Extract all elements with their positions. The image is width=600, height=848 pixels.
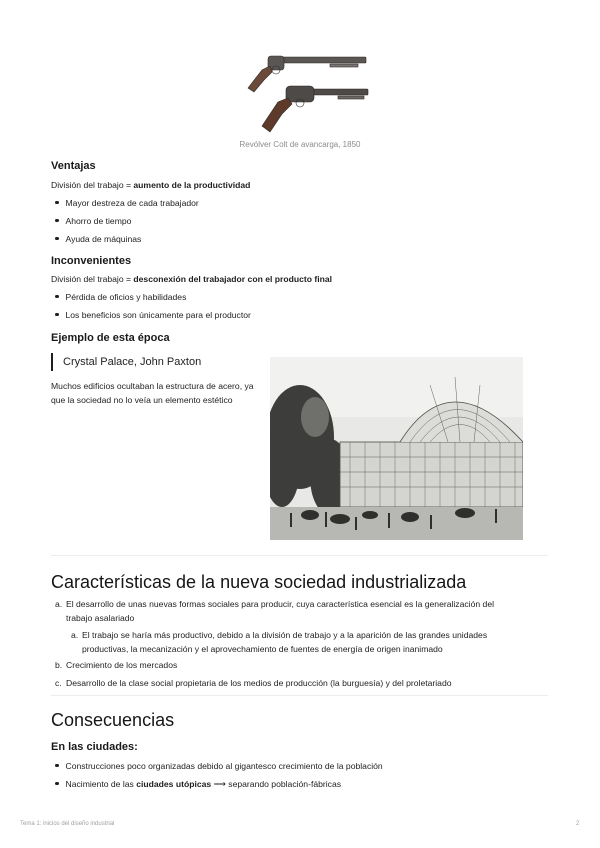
bullet-dot — [55, 782, 59, 786]
inconvenientes-intro-bold: desconexión del trabajador con el producto final — [133, 274, 333, 284]
list-item — [55, 234, 141, 244]
bullet-dot — [55, 295, 59, 299]
list-marker: a. — [71, 630, 79, 640]
list-item-a-sub — [71, 629, 546, 656]
arrow-icon: ⟶ — [211, 779, 229, 789]
list-marker: a. — [55, 599, 63, 609]
list-item-c — [55, 677, 546, 691]
list-item — [55, 310, 251, 320]
page-number: 2 — [576, 821, 580, 827]
list-item-text: Nacimiento de las — [65, 779, 137, 789]
list-item — [55, 292, 186, 302]
bullet-dot — [55, 237, 59, 241]
list-item-text: Crecimiento de los mercados — [66, 660, 178, 670]
list-item-text: El desarrollo de unas nuevas formas sociales para producir, cuya característica esencial es la generalización del — [66, 599, 495, 609]
ejemplo-paragraph: Muchos edificios ocultaban la estructura de acero, ya que la sociedad no lo veía un elemento estético — [51, 381, 254, 405]
list-item-text: trabajo asalariado — [66, 612, 135, 623]
list-marker: b. — [55, 660, 63, 670]
list-item-text: Mayor destreza de cada trabajador — [65, 198, 199, 208]
footer-title: Tema 1: inicios del diseño industrial — [20, 821, 115, 827]
divider — [51, 555, 548, 556]
list-item-text: Desarrollo de la clase social propietaria de los medios de producción (la burguesía) y del proletariado — [66, 678, 452, 688]
figure-caption: Revólver Colt de avancarga, 1850 — [239, 140, 361, 149]
section-title-caracteristicas: Características de la nueva sociedad industrializada — [51, 572, 467, 592]
list-item-text: productivas, la mecanización y el aprovechamiento de fuentes de energía de origen inanimado — [82, 643, 443, 654]
list-item-text: El trabajo se haría más productivo, debido a la división de trabajo y a la aparición de las grandes unidades — [82, 630, 488, 640]
subheading-ciudades: En las ciudades: — [51, 741, 138, 753]
list-item-text: separando población-fábricas — [228, 779, 342, 789]
list-marker: c. — [55, 678, 62, 688]
divider — [51, 695, 548, 696]
list-item-text: Ahorro de tiempo — [65, 216, 132, 226]
ventajas-intro-bold: aumento de la productividad — [133, 180, 251, 190]
bullet-dot — [55, 201, 59, 205]
quote-block: Crystal Palace, John Paxton — [51, 353, 201, 371]
list-item — [55, 779, 341, 790]
list-item — [55, 761, 383, 771]
list-item-text: Los beneficios son únicamente para el productor — [65, 310, 251, 320]
revolver-image — [240, 52, 370, 136]
ventajas-heading: Ventajas — [51, 160, 96, 172]
bullet-dot — [55, 764, 59, 768]
list-item-b — [55, 659, 546, 673]
list-item-text: Ayuda de máquinas — [65, 234, 142, 244]
inconvenientes-intro — [51, 274, 332, 284]
list-item — [55, 216, 131, 226]
ventajas-intro-prefix: División del trabajo = — [51, 180, 134, 190]
list-item-text: Construcciones poco organizadas debido al gigantesco crecimiento de la población — [65, 761, 383, 771]
list-item-bold: ciudades utópicas — [136, 779, 212, 789]
crystal-palace-image — [270, 357, 523, 540]
inconvenientes-intro-prefix: División del trabajo = — [51, 274, 134, 284]
list-item-a — [55, 598, 546, 625]
ventajas-intro — [51, 180, 250, 190]
list-item-text: Pérdida de oficios y habilidades — [65, 292, 187, 302]
section-title-consecuencias: Consecuencias — [51, 710, 175, 730]
inconvenientes-heading: Inconvenientes — [51, 255, 132, 267]
bullet-dot — [55, 313, 59, 317]
bullet-dot — [55, 219, 59, 223]
list-item — [55, 198, 199, 208]
ejemplo-heading: Ejemplo de esta época — [51, 332, 170, 344]
